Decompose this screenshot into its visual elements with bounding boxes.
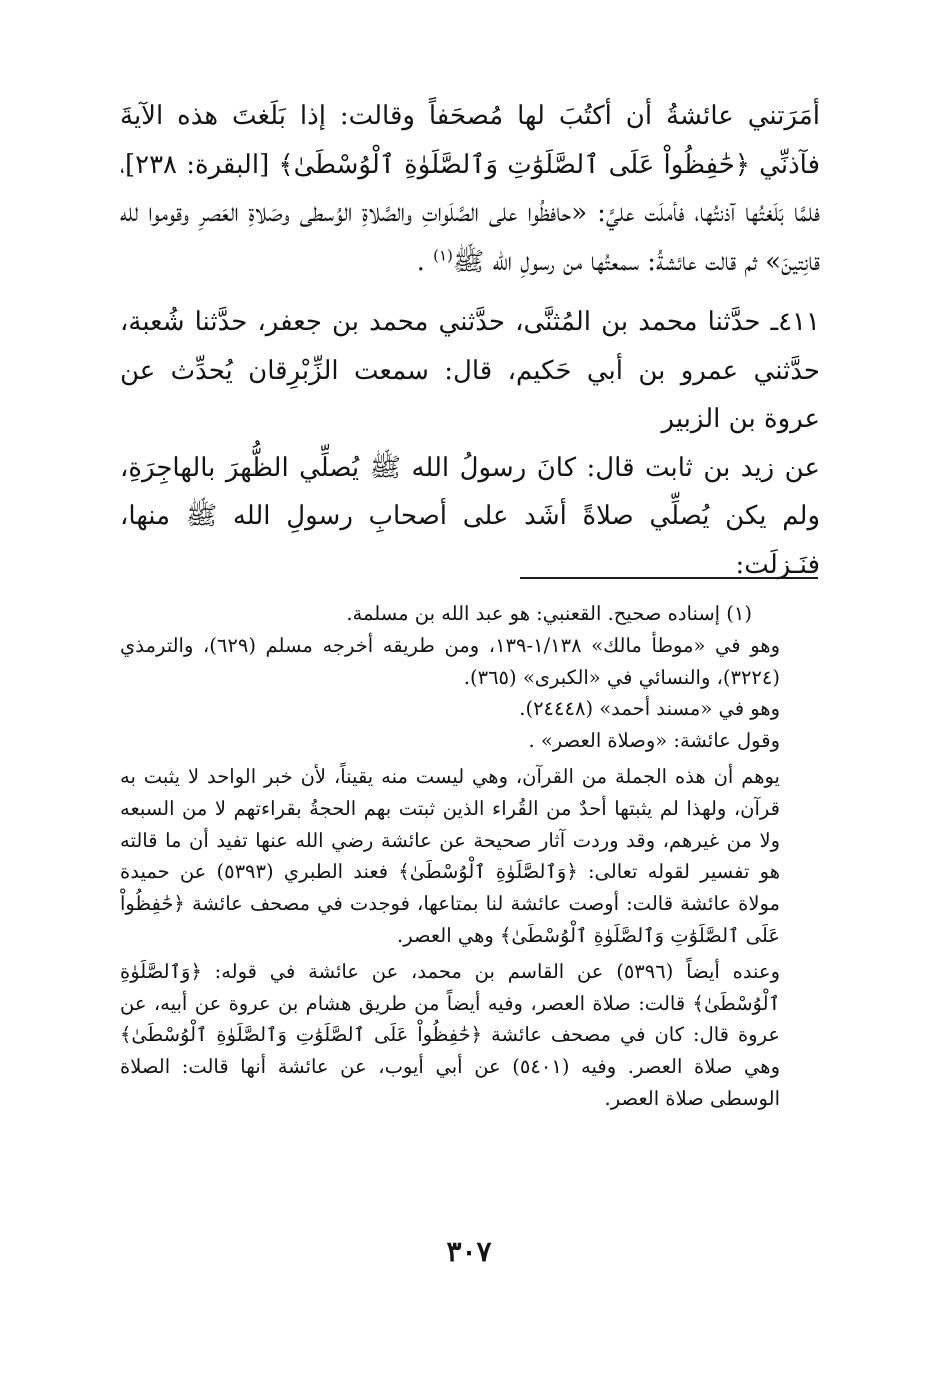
footnote-divider <box>520 577 818 579</box>
footnote-reference: (١) <box>433 245 453 264</box>
footnote-paragraph: وهو في «موطأ مالك» ١/١٣٨-١٣٩، ومن طريقه أخرجه مسلم (٦٢٩)، والترمذي (٣٢٢٤)، والنسائي في «الكبرى» (٣٦٥). <box>120 633 781 689</box>
footnote-paragraph: يوهم أن هذه الجملة من القرآن، وهي ليست منه يقيناً، لأن خبر الواحد لا يثبت به قرآن، ولهذا لم يثبتها أحدٌ من القُراء الذين ثبتت بهم الحجةُ بقراءتهم لا من السبعه ولا من غيرهم، وقد وردت آثار صحيحة عن عائشة رضي الله عنها تفيد أن ما قالته هو تفسير لقوله تعالى: ﴿وَٱلصَّلَوٰةِ ٱلْوُسْطَىٰ﴾ فعند الطبري (٥٣٩٣) عن حميدة مولاة عائشة قالت: أوصت عائشة لنا بمتاعها، فوجدت في مصحف عائشة ﴿حَٰفِظُواْ عَلَى ٱلصَّلَوَٰتِ وَٱلصَّلَوٰةِ ٱلْوُسْطَىٰ﴾ وهي العصر. <box>120 764 780 947</box>
paragraph-end-mark: . <box>416 246 425 277</box>
footnote-1: (١) إسناده صحيح. القعنبي: هو عبد الله بن مسلمة. <box>346 602 752 625</box>
footnote-paragraph: وهو في «مسند أحمد» (٢٤٤٤٨). <box>519 697 780 721</box>
footnote-paragraph: وقول عائشة: «وصلاة العصر» . <box>528 729 780 753</box>
paragraph-zaid-ibn-thabit <box>120 444 820 590</box>
paragraph-aisha-mushaf <box>120 92 820 286</box>
paragraph-hadith-411 <box>120 298 820 444</box>
main-text <box>120 92 820 589</box>
paragraph-text: عن زيد بن ثابت قال: كانَ رسولُ الله ﷺ يُصلِّي الظُّهرَ بالهاجِرَةِ، ولم يكن يُصلِّي صلاةً أشَد على أصحابِ رسولِ الله ﷺ منها، فنَـزلَت: <box>120 452 820 580</box>
footnotes <box>120 598 820 1115</box>
paragraph-text: أمَرَتني عائشةُ أن أكتُبَ لها مُصحَفاً وقالت: إذا بَلَغتَ هذه الآيةَ فآذنِّي ﴿حَٰفِظُواْ عَلَى ٱلصَّلَوَٰتِ وَٱلصَّلَوٰةِ ٱلْوُسْطَىٰ﴾ [البقرة: ٢٣٨]، فلمَّا بَلَغتُها آذنتُها، فأملَت عليَّ: «حافظُوا على الصَّلَواتِ والصَّلاةِ الوُسطى وصَلاةِ العَصرِ وقوموا لله قانِتينَ» ثم قالت عائشةُ: سمعتُها من رسولِ الله ﷺ <box>120 101 820 277</box>
page-number: ٣٠٧ <box>446 1235 492 1268</box>
footnote-paragraph: وعنده أيضاً (٥٣٩٦) عن القاسم بن محمد، عن عائشة في قوله: ﴿وَٱلصَّلَوٰةِ ٱلْوُسْطَىٰ﴾ قالت: صلاة العصر، وفيه أيضاً من طريق هشام بن عروة عن أبيه، عن عروة قال: كان في مصحف عائشة ﴿حَٰفِظُواْ عَلَى ٱلصَّلَوَٰتِ وَٱلصَّلَوٰةِ ٱلْوُسْطَىٰ﴾ وهي صلاة العصر. وفيه (٥٤٠١) عن أبي أيوب، عن عائشة أنها قالت: الصلاة الوسطى صلاة العصر. <box>120 959 780 1110</box>
paragraph-text: ٤١١ـ حدَّثنا محمد بن المُثنَّى، حدَّثني محمد بن جعفر، حدَّثنا شُعبة، حدَّثني عمرو بن أبي حَكيم، قال: سمعت الزِّبْرِقان يُحدِّث عن عروة بن الزبير <box>120 307 820 434</box>
